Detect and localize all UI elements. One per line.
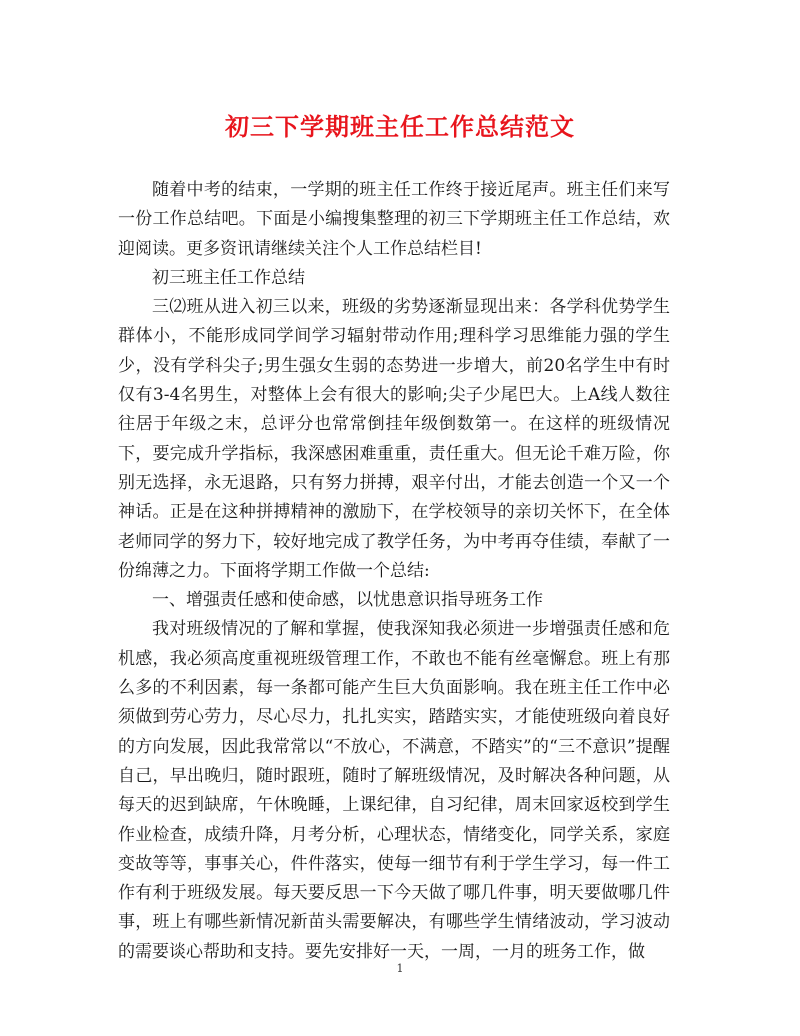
- body-paragraph: 我对班级情况的了解和掌握，使我深知我必须进一步增强责任感和危机感，我必须高度重视班级管理工作，不敢也不能有丝毫懈怠。班上有那么多的不利因素，每一条都可能产生巨大负面影响。我在班主任工作中必须做到劳心劳力，尽心尽力，扎扎实实，踏踏实实，才能使班级向着良好的方向发展，因此我常常以“不放心，不满意，不踏实”的“三不意识”提醒自己，早出晚归，随时跟班，随时了解班级情况，及时解决各种问题，从每天的迟到缺席，午休晚睡，上课纪律，自习纪律，周末回家返校到学生作业检查，成绩升降，月考分析，心理状态，情绪变化，同学关系，家庭变故等等，事事关心，件件落实，使每一细节有利于学生学习，每一件工作有利于班级发展。每天要反思一下今天做了哪几件事，明天要做哪几件事，班上有哪些新情况新苗头需要解决，有哪些学生情绪波动，学习波动的需要谈心帮助和支持。要先安排好一天，一周，一月的班务工作，做: [118, 619, 670, 962]
- section-heading: 初三班主任工作总结: [152, 267, 305, 288]
- page-number: 1: [396, 962, 404, 975]
- body-paragraph: 三⑵班从进入初三以来，班级的劣势逐渐显现出来：各学科优势学生群体小，不能形成同学间学习辐射带动作用;理科学习思维能力强的学生少，没有学科尖子;男生强女生弱的态势进一步增大，前20名学生中有时仅有3-4名男生，对整体上会有很大的影响;尖子少尾巴大。上A线人数往往居于年级之末，总评分也常常倒挂年级倒数第一。在这样的班级情况下，要完成升学指标，我深感困难重重，责任重大。但无论千难万险，你别无选择，永无退路，只有努力拼搏，艰辛付出，才能去创造一个又一个神话。正是在这种拼搏精神的激励下，在学校领导的亲切关怀下，在全体老师同学的努力下，较好地完成了教学任务，为中考再夺佳绩，奉献了一份绵薄之力。下面将学期工作做一个总结:: [118, 297, 670, 581]
- intro-paragraph: 随着中考的结束，一学期的班主任工作终于接近尾声。班主任们来写一份工作总结吧。下面是小编搜集整理的初三下学期班主任工作总结，欢迎阅读。更多资讯请继续关注个人工作总结栏目!: [118, 180, 670, 259]
- section-heading: 一、增强责任感和使命感，以忧患意识指导班务工作: [152, 590, 543, 611]
- document-title: 初三下学期班主任工作总结范文: [225, 113, 575, 141]
- document-body: [118, 176, 670, 967]
